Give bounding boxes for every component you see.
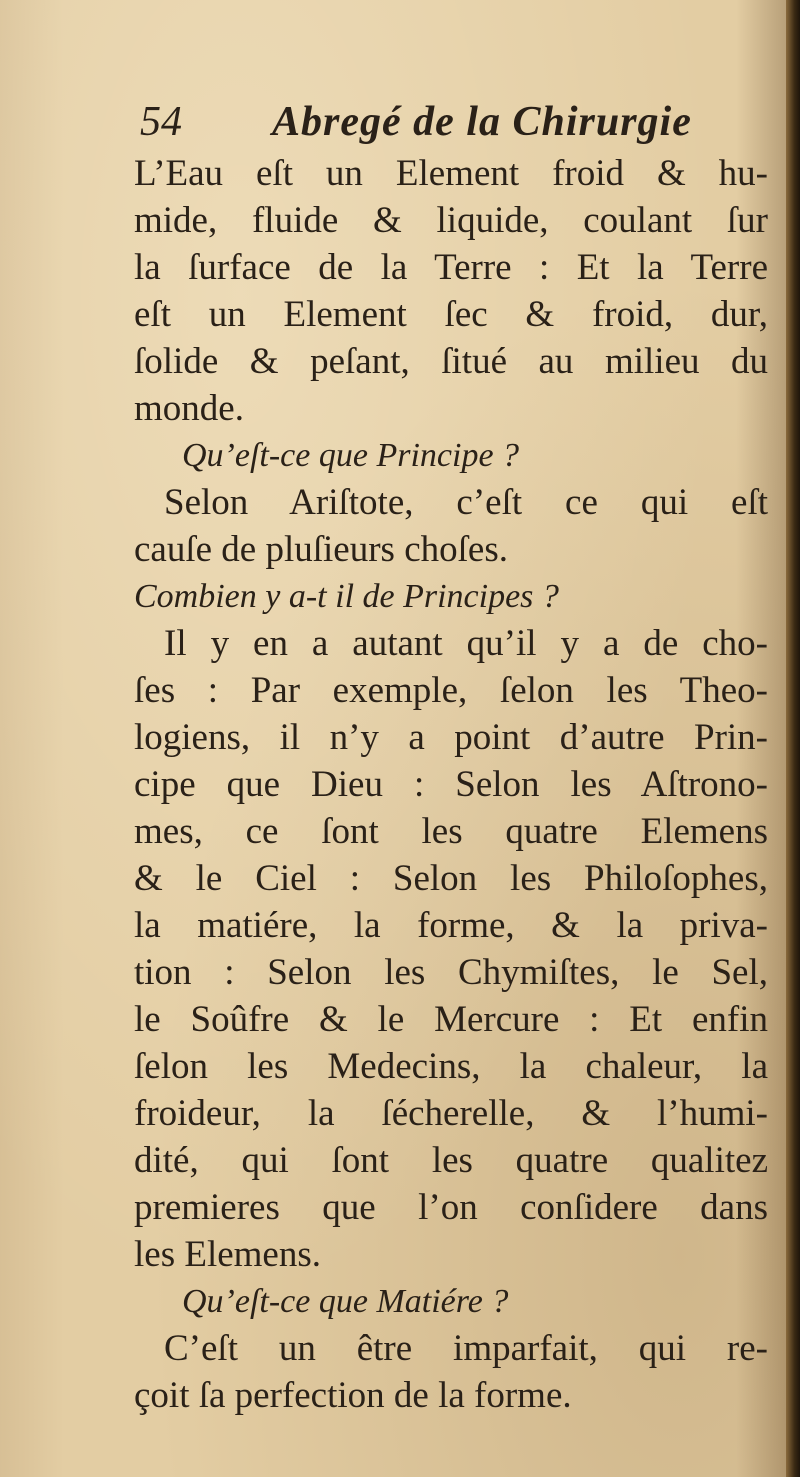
text-line: cipe que Dieu : Selon les Aſtrono-	[134, 764, 768, 805]
text-line: C’eſt un être imparfait, qui re-	[164, 1328, 768, 1369]
body-text	[134, 150, 768, 1419]
text-line: eſt un Element ſec & froid, dur,	[134, 294, 768, 335]
text-line: les Elemens.	[134, 1234, 322, 1275]
page-number: 54	[140, 99, 182, 145]
text-line: Il y en a autant qu’il y a de cho-	[164, 623, 768, 664]
text-line: cauſe de pluſieurs choſes.	[134, 529, 508, 570]
page-header	[132, 98, 752, 154]
text-line: la matiére, la forme, & la priva-	[134, 905, 768, 946]
text-line: tion : Selon les Chymiſtes, le Sel,	[134, 952, 768, 993]
text-line: L’Eau eſt un Element froid & hu-	[134, 153, 768, 194]
text-line: froideur, la ſécherelle, & l’humi-	[134, 1093, 768, 1134]
text-line: le Soûfre & le Mercure : Et enfin	[134, 999, 768, 1040]
text-line: dité, qui ſont les quatre qualitez	[134, 1140, 768, 1181]
text-line: & le Ciel : Selon les Philoſophes,	[134, 858, 768, 899]
text-line: monde.	[134, 388, 244, 429]
text-line: çoit ſa perfection de la forme.	[134, 1375, 572, 1416]
text-line: logiens, il n’y a point d’autre Prin-	[134, 717, 768, 758]
page-edge	[786, 0, 800, 1477]
text-line: ſes : Par exemple, ſelon les Theo-	[134, 670, 768, 711]
question-heading: Qu’eſt-ce que Matiére ?	[182, 1283, 509, 1320]
text-line: ſolide & peſant, ſitué au milieu du	[134, 341, 768, 382]
running-title: Abregé de la Chirurgie	[272, 99, 692, 145]
question-heading: Combien y a-t il de Principes ?	[134, 578, 559, 615]
text-line: ſelon les Medecins, la chaleur, la	[134, 1046, 768, 1087]
text-line: Selon Ariſtote, c’eſt ce qui eſt	[164, 482, 768, 523]
question-heading: Qu’eſt-ce que Principe ?	[182, 437, 520, 474]
text-line: premieres que l’on conſidere dans	[134, 1187, 768, 1228]
text-line: mide, fluide & liquide, coulant ſur	[134, 200, 768, 241]
text-line: la ſurface de la Terre : Et la Terre	[134, 247, 768, 288]
text-line: mes, ce ſont les quatre Elemens	[134, 811, 768, 852]
